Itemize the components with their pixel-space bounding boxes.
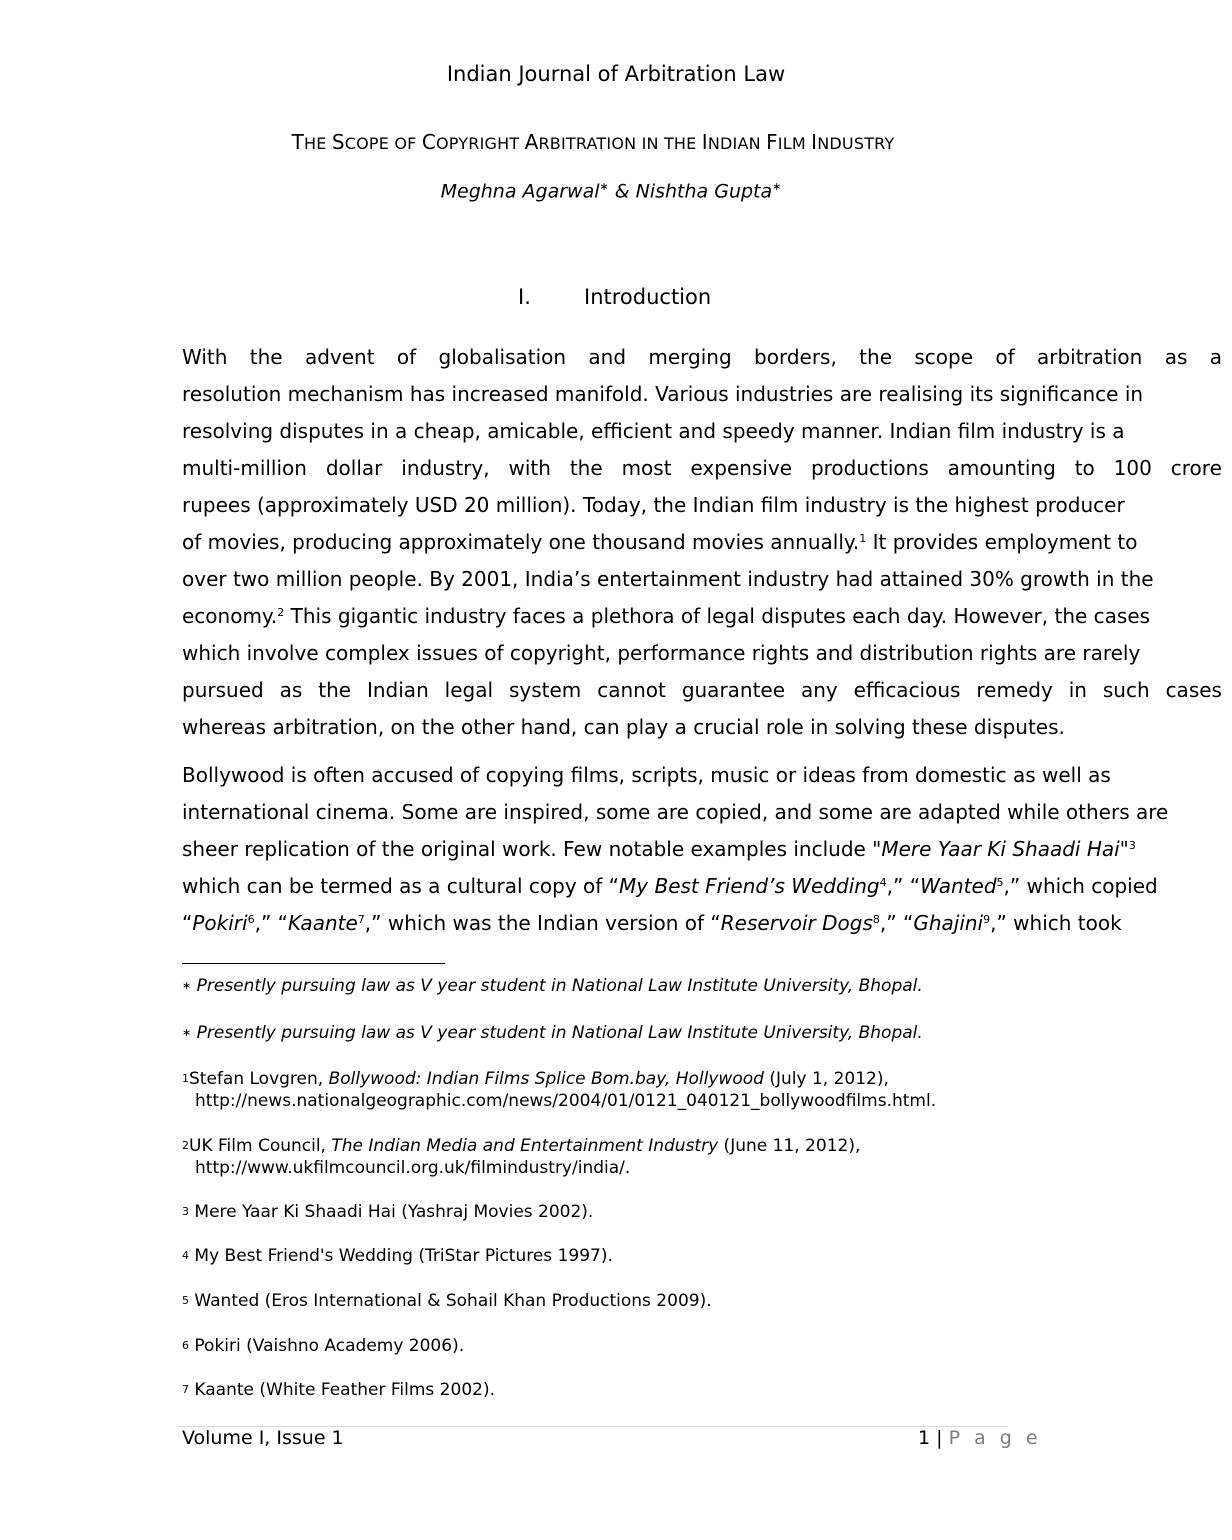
section-title: Introduction xyxy=(584,285,712,309)
footnote-text: Pokiri (Vaishno Academy 2006). xyxy=(194,1336,465,1356)
author-name: Nishtha Gupta xyxy=(635,180,773,203)
footnote-text: Wanted (Eros International & Sohail Khan Productions 2009). xyxy=(194,1291,712,1311)
page-number: 1 xyxy=(918,1427,931,1449)
title-part: OPYRIGHT xyxy=(435,134,525,153)
footnote-text: Mere Yaar Ki Shaadi Hai (Yashraj Movies 2002). xyxy=(194,1202,594,1222)
word: legal xyxy=(444,678,494,702)
paragraph xyxy=(182,757,1222,942)
word: With xyxy=(182,345,228,369)
text-line: resolving disputes in a cheap, amicable, efficient and speedy manner. Indian film industry is a xyxy=(182,419,1125,443)
footnote-mark: 2 xyxy=(182,1139,189,1152)
author-line xyxy=(0,180,1222,202)
sentence: which can be termed as a cultural copy of “ xyxy=(182,874,620,898)
word: crore xyxy=(1170,456,1222,480)
word: amounting xyxy=(947,456,1056,480)
title-part: NDIAN xyxy=(707,134,767,153)
title-part: I xyxy=(701,130,708,154)
footnote xyxy=(182,975,1192,997)
footnote-ref[interactable]: 5 xyxy=(996,876,1004,889)
sentence: sheer replication of the original work. Few notable examples include " xyxy=(182,837,882,861)
text-line: over two million people. By 2001, India’s entertainment industry had attained 30% growth in the xyxy=(182,567,1154,591)
sentence: economy. xyxy=(182,604,278,628)
footnote-ref[interactable]: 3 xyxy=(1128,839,1136,852)
title-part: A xyxy=(524,130,539,154)
footnote-text: Bollywood: Indian Films Splice Bom.bay, Hollywood xyxy=(328,1069,764,1089)
word: the xyxy=(859,345,892,369)
footnote-ref[interactable]: 7 xyxy=(357,913,365,926)
footnote xyxy=(182,1245,1192,1267)
section-number: I. xyxy=(518,285,531,309)
sentence: ,” which took xyxy=(990,911,1122,935)
word: dollar xyxy=(325,456,383,480)
footer-page-number xyxy=(918,1427,1042,1449)
footnote-ref[interactable]: 2 xyxy=(277,606,285,619)
word: in xyxy=(1068,678,1087,702)
word: the xyxy=(249,345,283,369)
word: expensive xyxy=(690,456,793,480)
film-title: My Best Friend’s Wedding xyxy=(619,874,880,898)
footnote-text: UK Film Council, xyxy=(189,1136,332,1156)
word: guarantee xyxy=(681,678,786,702)
word: globalisation xyxy=(438,345,567,369)
footnote-mark: 3 xyxy=(182,1205,189,1218)
word: with xyxy=(508,456,551,480)
title-part: S xyxy=(331,130,345,154)
text-line xyxy=(182,905,1222,942)
word: any xyxy=(800,678,838,702)
title-part: RBITRATION IN THE xyxy=(538,134,702,153)
title-part: T xyxy=(291,130,304,154)
footnote-text: Presently pursuing law as V year student in National Law Institute University, Bhopal. xyxy=(196,976,923,996)
title-part: NDUSTRY xyxy=(817,134,895,153)
footnote xyxy=(182,1290,1192,1312)
footnote-text: Stefan Lovgren, xyxy=(189,1069,329,1089)
author-footnote-mark: ∗ xyxy=(599,180,609,193)
film-title: Mere Yaar Ki Shaadi Hai xyxy=(881,837,1120,861)
text-line xyxy=(182,868,1222,905)
word: 100 xyxy=(1113,456,1152,480)
footer-volume: Volume I, Issue 1 xyxy=(182,1427,344,1449)
page-label: P a g e xyxy=(948,1427,1042,1449)
word: the xyxy=(569,456,603,480)
footnote-mark: ∗ xyxy=(182,979,192,992)
footnote-url[interactable]: http://news.nationalgeographic.com/news/2004/01/0121_040121_bollywoodfilms.html. xyxy=(195,1091,937,1111)
title-part: F xyxy=(766,130,778,154)
footnote-text: Presently pursuing law as V year student in National Law Institute University, Bhopal. xyxy=(196,1023,923,1043)
text-line: which involve complex issues of copyright, performance rights and distribution rights are rarely xyxy=(182,641,1141,665)
text-line xyxy=(182,598,1222,635)
word: most xyxy=(621,456,672,480)
word: of xyxy=(396,345,417,369)
sentence: ,” “ xyxy=(879,911,914,935)
word: pursued xyxy=(182,678,264,702)
word: cases xyxy=(1165,678,1222,702)
title-part: COPE OF xyxy=(344,134,422,153)
text-line xyxy=(182,450,1222,487)
sentence: It provides employment to xyxy=(872,530,1138,554)
word: arbitration xyxy=(1036,345,1143,369)
title-part: ILM xyxy=(777,134,812,153)
film-title: Pokiri xyxy=(192,911,248,935)
footnote xyxy=(182,1068,1192,1112)
footnote-mark: 4 xyxy=(182,1249,189,1262)
footnote-ref[interactable]: 9 xyxy=(983,913,991,926)
text-line xyxy=(182,831,1222,868)
word: efficacious xyxy=(853,678,961,702)
footnote-mark: 5 xyxy=(182,1294,189,1307)
footnote-mark: ∗ xyxy=(182,1026,192,1039)
word: advent xyxy=(304,345,375,369)
sentence: ,” “ xyxy=(886,874,921,898)
text-line: rupees (approximately USD 20 million). Today, the Indian film industry is the highest producer xyxy=(182,493,1125,517)
word: cannot xyxy=(597,678,666,702)
word: scope xyxy=(914,345,973,369)
word: to xyxy=(1074,456,1095,480)
footnote-ref[interactable]: 8 xyxy=(872,913,880,926)
footnote-ref[interactable]: 1 xyxy=(859,532,867,545)
word: the xyxy=(318,678,352,702)
film-title: Kaante xyxy=(288,911,358,935)
author-separator: & xyxy=(608,180,636,203)
word: borders, xyxy=(754,345,837,369)
footnote xyxy=(182,1201,1192,1223)
word: industry, xyxy=(401,456,490,480)
footnote xyxy=(182,1335,1192,1357)
footnote-mark: 7 xyxy=(182,1383,189,1396)
text-line xyxy=(182,339,1222,376)
footnote xyxy=(182,1379,1192,1401)
word: a xyxy=(1209,345,1222,369)
film-title: Wanted xyxy=(920,874,997,898)
title-part: I xyxy=(811,130,818,154)
author-name: Meghna Agarwal xyxy=(440,180,600,203)
footnote xyxy=(182,1135,1192,1179)
word: multi-million xyxy=(182,456,307,480)
text-line xyxy=(182,524,1222,561)
article-title xyxy=(0,130,1186,154)
footnote-ref[interactable]: 4 xyxy=(879,876,887,889)
film-title: Reservoir Dogs xyxy=(720,911,873,935)
word: as xyxy=(279,678,303,702)
footnote-ref[interactable]: 6 xyxy=(247,913,255,926)
text-line: Bollywood is often accused of copying films, scripts, music or ideas from domestic as well as xyxy=(182,763,1111,787)
footnote-separator xyxy=(182,963,445,964)
text-line: international cinema. Some are inspired, some are copied, and some are adapted while others are xyxy=(182,800,1169,824)
sentence: " xyxy=(1119,837,1129,861)
word: remedy xyxy=(976,678,1053,702)
word: and xyxy=(588,345,627,369)
word: Indian xyxy=(366,678,429,702)
page-separator: | xyxy=(930,1427,949,1449)
title-part: C xyxy=(421,130,436,154)
footnote-text: Kaante (White Feather Films 2002). xyxy=(194,1380,495,1400)
footnote-mark: 1 xyxy=(182,1072,189,1085)
word: as xyxy=(1164,345,1188,369)
film-title: Ghajini xyxy=(913,911,984,935)
footnote-url[interactable]: http://www.ukfilmcouncil.org.uk/filmindustry/india/. xyxy=(195,1158,631,1178)
sentence: ,” which was the Indian version of “ xyxy=(364,911,721,935)
word: of xyxy=(995,345,1015,369)
footnote xyxy=(182,1022,1192,1044)
paragraph xyxy=(182,339,1222,746)
sentence: of movies, producing approximately one thousand movies annually. xyxy=(182,530,860,554)
footnote-text: (June 11, 2012), xyxy=(718,1136,861,1156)
journal-name: Indian Journal of Arbitration Law xyxy=(446,62,786,86)
footnote-text: The Indian Media and Entertainment Industry xyxy=(331,1136,719,1156)
sentence: This gigantic industry faces a plethora of legal disputes each day. However, the cases xyxy=(290,604,1151,628)
word: such xyxy=(1102,678,1150,702)
word: merging xyxy=(648,345,732,369)
text-line: whereas arbitration, on the other hand, can play a crucial role in solving these disputes. xyxy=(182,715,1065,739)
word: system xyxy=(508,678,582,702)
text-line: resolution mechanism has increased manifold. Various industries are realising its significance in xyxy=(182,382,1144,406)
sentence: “ xyxy=(182,911,193,935)
text-line xyxy=(182,672,1222,709)
footnote-text: My Best Friend's Wedding (TriStar Pictures 1997). xyxy=(194,1246,613,1266)
section-heading xyxy=(518,285,711,309)
word: productions xyxy=(810,456,929,480)
sentence: ,” which copied xyxy=(1003,874,1158,898)
sentence: ,” “ xyxy=(254,911,289,935)
footnote-mark: 6 xyxy=(182,1339,189,1352)
footnote-text: (July 1, 2012), xyxy=(763,1069,889,1089)
author-footnote-mark: ∗ xyxy=(772,180,782,193)
title-part: HE xyxy=(303,134,332,153)
